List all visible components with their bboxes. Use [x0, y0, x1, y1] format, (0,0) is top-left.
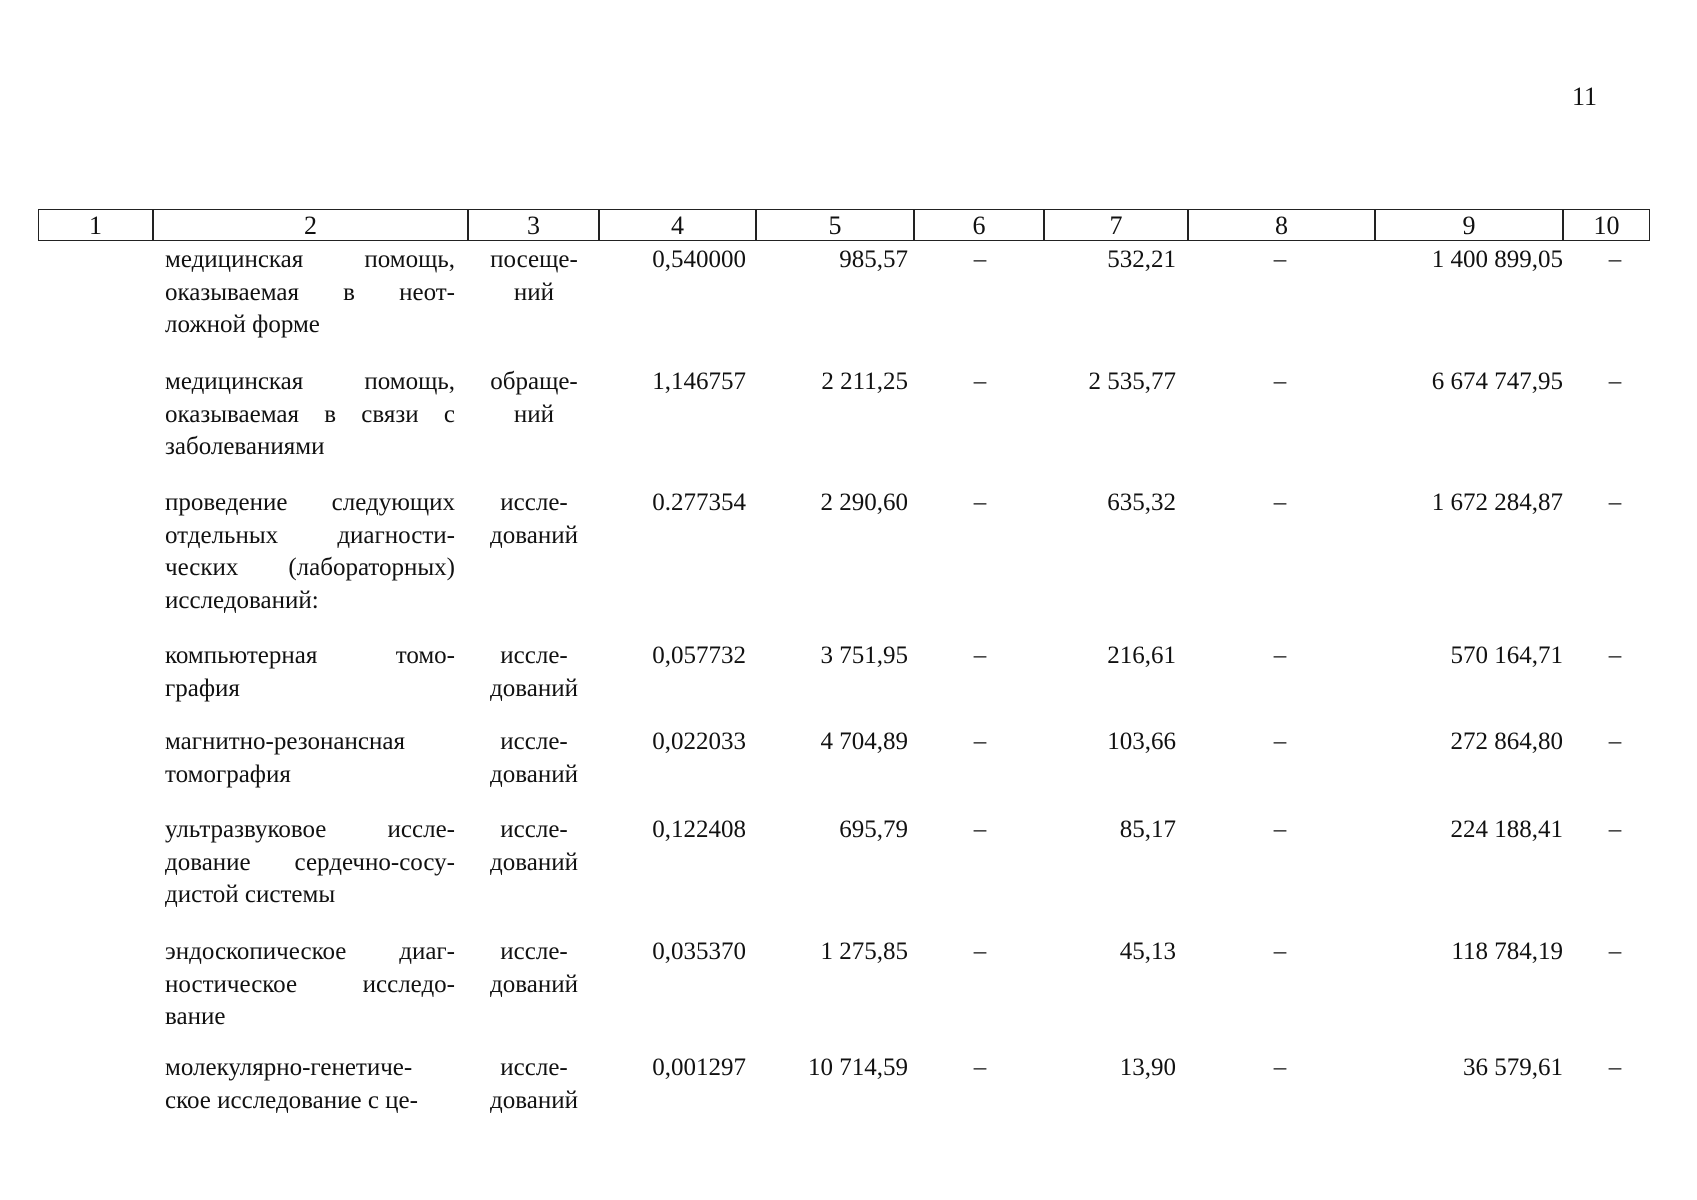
- row-description: [165, 640, 455, 705]
- col6-dash: –: [973, 489, 987, 516]
- description-line: проведение следующих: [165, 489, 455, 516]
- unit-line: ний: [513, 400, 555, 428]
- col4-value: 0,540000: [652, 246, 746, 273]
- row-description: [165, 244, 455, 342]
- col7-value: 13,90: [1119, 1054, 1176, 1081]
- header-col-7: 7: [1044, 209, 1188, 241]
- col9-value: 118 784,19: [1451, 938, 1563, 965]
- unit-line: иссле-: [500, 816, 568, 843]
- description-line: оказываемая в неот-: [165, 278, 455, 306]
- col10-dash: –: [1608, 816, 1622, 843]
- description-line: дистой системы: [165, 881, 336, 908]
- col6-dash: –: [973, 368, 987, 395]
- unit-line: посеще-: [490, 246, 578, 273]
- description-line: медицинская помощь,: [165, 368, 455, 395]
- col4-value: 1,146757: [652, 368, 746, 395]
- table-header: [38, 209, 1650, 243]
- description-line: оказываемая в связи с: [165, 400, 455, 428]
- unit-line: дований: [490, 970, 578, 998]
- header-col-1: 1: [38, 209, 153, 241]
- row-unit: [478, 814, 590, 879]
- col8-dash: –: [1273, 246, 1287, 273]
- col8-dash: –: [1273, 938, 1287, 965]
- col4-value: 0,001297: [652, 1054, 746, 1081]
- col10-dash: –: [1608, 368, 1622, 395]
- col5-value: 985,57: [839, 246, 908, 273]
- col5-value: 2 290,60: [820, 489, 908, 516]
- row-description: [165, 814, 455, 912]
- row-unit: [478, 366, 590, 431]
- col9-value: 570 164,71: [1450, 642, 1563, 669]
- col8-dash: –: [1273, 489, 1287, 516]
- description-line: дование сердечно-сосу-: [165, 848, 455, 876]
- row-unit: [478, 640, 590, 705]
- col10-dash: –: [1608, 938, 1622, 965]
- unit-line: дований: [490, 760, 578, 788]
- header-col-8: 8: [1188, 209, 1375, 241]
- description-line: томография: [165, 760, 291, 788]
- description-line: графия: [165, 674, 240, 702]
- unit-line: иссле-: [500, 1054, 568, 1081]
- col7-value: 45,13: [1119, 938, 1176, 965]
- header-col-3: 3: [468, 209, 599, 241]
- unit-line: иссле-: [500, 728, 568, 755]
- description-line: ультразвуковое иссле-: [165, 816, 455, 843]
- col7-value: 635,32: [1107, 489, 1176, 516]
- col5-value: 3 751,95: [820, 642, 908, 669]
- description-line: ложной форме: [165, 311, 320, 338]
- description-line: эндоскопическое диаг-: [165, 938, 455, 965]
- col5-value: 1 275,85: [820, 938, 908, 965]
- col5-value: 4 704,89: [820, 728, 908, 755]
- col10-dash: –: [1608, 246, 1622, 273]
- col4-value: 0,057732: [652, 642, 746, 669]
- row-description: [165, 487, 455, 617]
- row-description: [165, 366, 455, 464]
- col7-value: 532,21: [1107, 246, 1176, 273]
- col10-dash: –: [1608, 1054, 1622, 1081]
- col6-dash: –: [973, 642, 987, 669]
- col9-value: 36 579,61: [1463, 1054, 1563, 1081]
- header-col-10: 10: [1563, 209, 1650, 241]
- col7-value: 85,17: [1119, 816, 1176, 843]
- unit-line: обраще-: [490, 368, 578, 395]
- col7-value: 103,66: [1107, 728, 1176, 755]
- header-col-9: 9: [1375, 209, 1563, 241]
- col10-dash: –: [1608, 489, 1622, 516]
- col4-value: 0,122408: [652, 816, 746, 843]
- description-line: ческих (лабораторных): [165, 554, 455, 581]
- col6-dash: –: [973, 246, 987, 273]
- col5-value: 2 211,25: [821, 368, 908, 395]
- col4-value: 0.277354: [652, 489, 746, 516]
- col8-dash: –: [1273, 368, 1287, 395]
- description-line: вание: [165, 1003, 226, 1030]
- col6-dash: –: [973, 938, 987, 965]
- unit-line: иссле-: [500, 642, 568, 669]
- col7-value: 216,61: [1107, 642, 1176, 669]
- header-col-6: 6: [914, 209, 1044, 241]
- unit-line: дований: [490, 1086, 578, 1114]
- row-unit: [478, 487, 590, 552]
- col9-value: 6 674 747,95: [1431, 368, 1563, 395]
- page-number: 11: [1571, 82, 1597, 111]
- row-description: [165, 1052, 455, 1117]
- description-line: исследований:: [165, 586, 319, 614]
- col5-value: 10 714,59: [808, 1054, 908, 1081]
- unit-line: дований: [490, 848, 578, 876]
- header-col-2: 2: [153, 209, 468, 241]
- col8-dash: –: [1273, 816, 1287, 843]
- unit-line: дований: [490, 674, 578, 702]
- description-line: заболеваниями: [165, 433, 325, 460]
- col6-dash: –: [973, 728, 987, 755]
- col6-dash: –: [973, 1054, 987, 1081]
- unit-line: иссле-: [500, 938, 568, 965]
- unit-line: ний: [513, 278, 555, 306]
- col9-value: 1 400 899,05: [1431, 246, 1563, 273]
- description-line: ское исследование с це-: [165, 1086, 418, 1114]
- description-line: магнитно-резонансная: [165, 728, 405, 755]
- col9-value: 1 672 284,87: [1431, 489, 1563, 516]
- col8-dash: –: [1273, 1054, 1287, 1081]
- col8-dash: –: [1273, 642, 1287, 669]
- row-unit: [478, 1052, 590, 1117]
- unit-line: дований: [490, 521, 578, 549]
- col10-dash: –: [1608, 642, 1622, 669]
- row-unit: [478, 936, 590, 1001]
- description-line: отдельных диагности-: [165, 521, 455, 549]
- description-line: компьютерная томо-: [165, 642, 455, 669]
- description-line: молекулярно-генетиче-: [165, 1054, 413, 1081]
- col4-value: 0,035370: [652, 938, 746, 965]
- col6-dash: –: [973, 816, 987, 843]
- col9-value: 272 864,80: [1450, 728, 1563, 755]
- header-col-5: 5: [756, 209, 914, 241]
- row-unit: [478, 244, 590, 309]
- header-col-4: 4: [599, 209, 756, 241]
- col9-value: 224 188,41: [1450, 816, 1563, 843]
- col8-dash: –: [1273, 728, 1287, 755]
- col10-dash: –: [1608, 728, 1622, 755]
- col4-value: 0,022033: [652, 728, 746, 755]
- unit-line: иссле-: [500, 489, 568, 516]
- row-unit: [478, 726, 590, 791]
- col5-value: 695,79: [839, 816, 908, 843]
- description-line: медицинская помощь,: [165, 246, 455, 273]
- row-description: [165, 936, 455, 1034]
- description-line: ностическое исследо-: [165, 970, 455, 998]
- col7-value: 2 535,77: [1088, 368, 1176, 395]
- row-description: [165, 726, 455, 791]
